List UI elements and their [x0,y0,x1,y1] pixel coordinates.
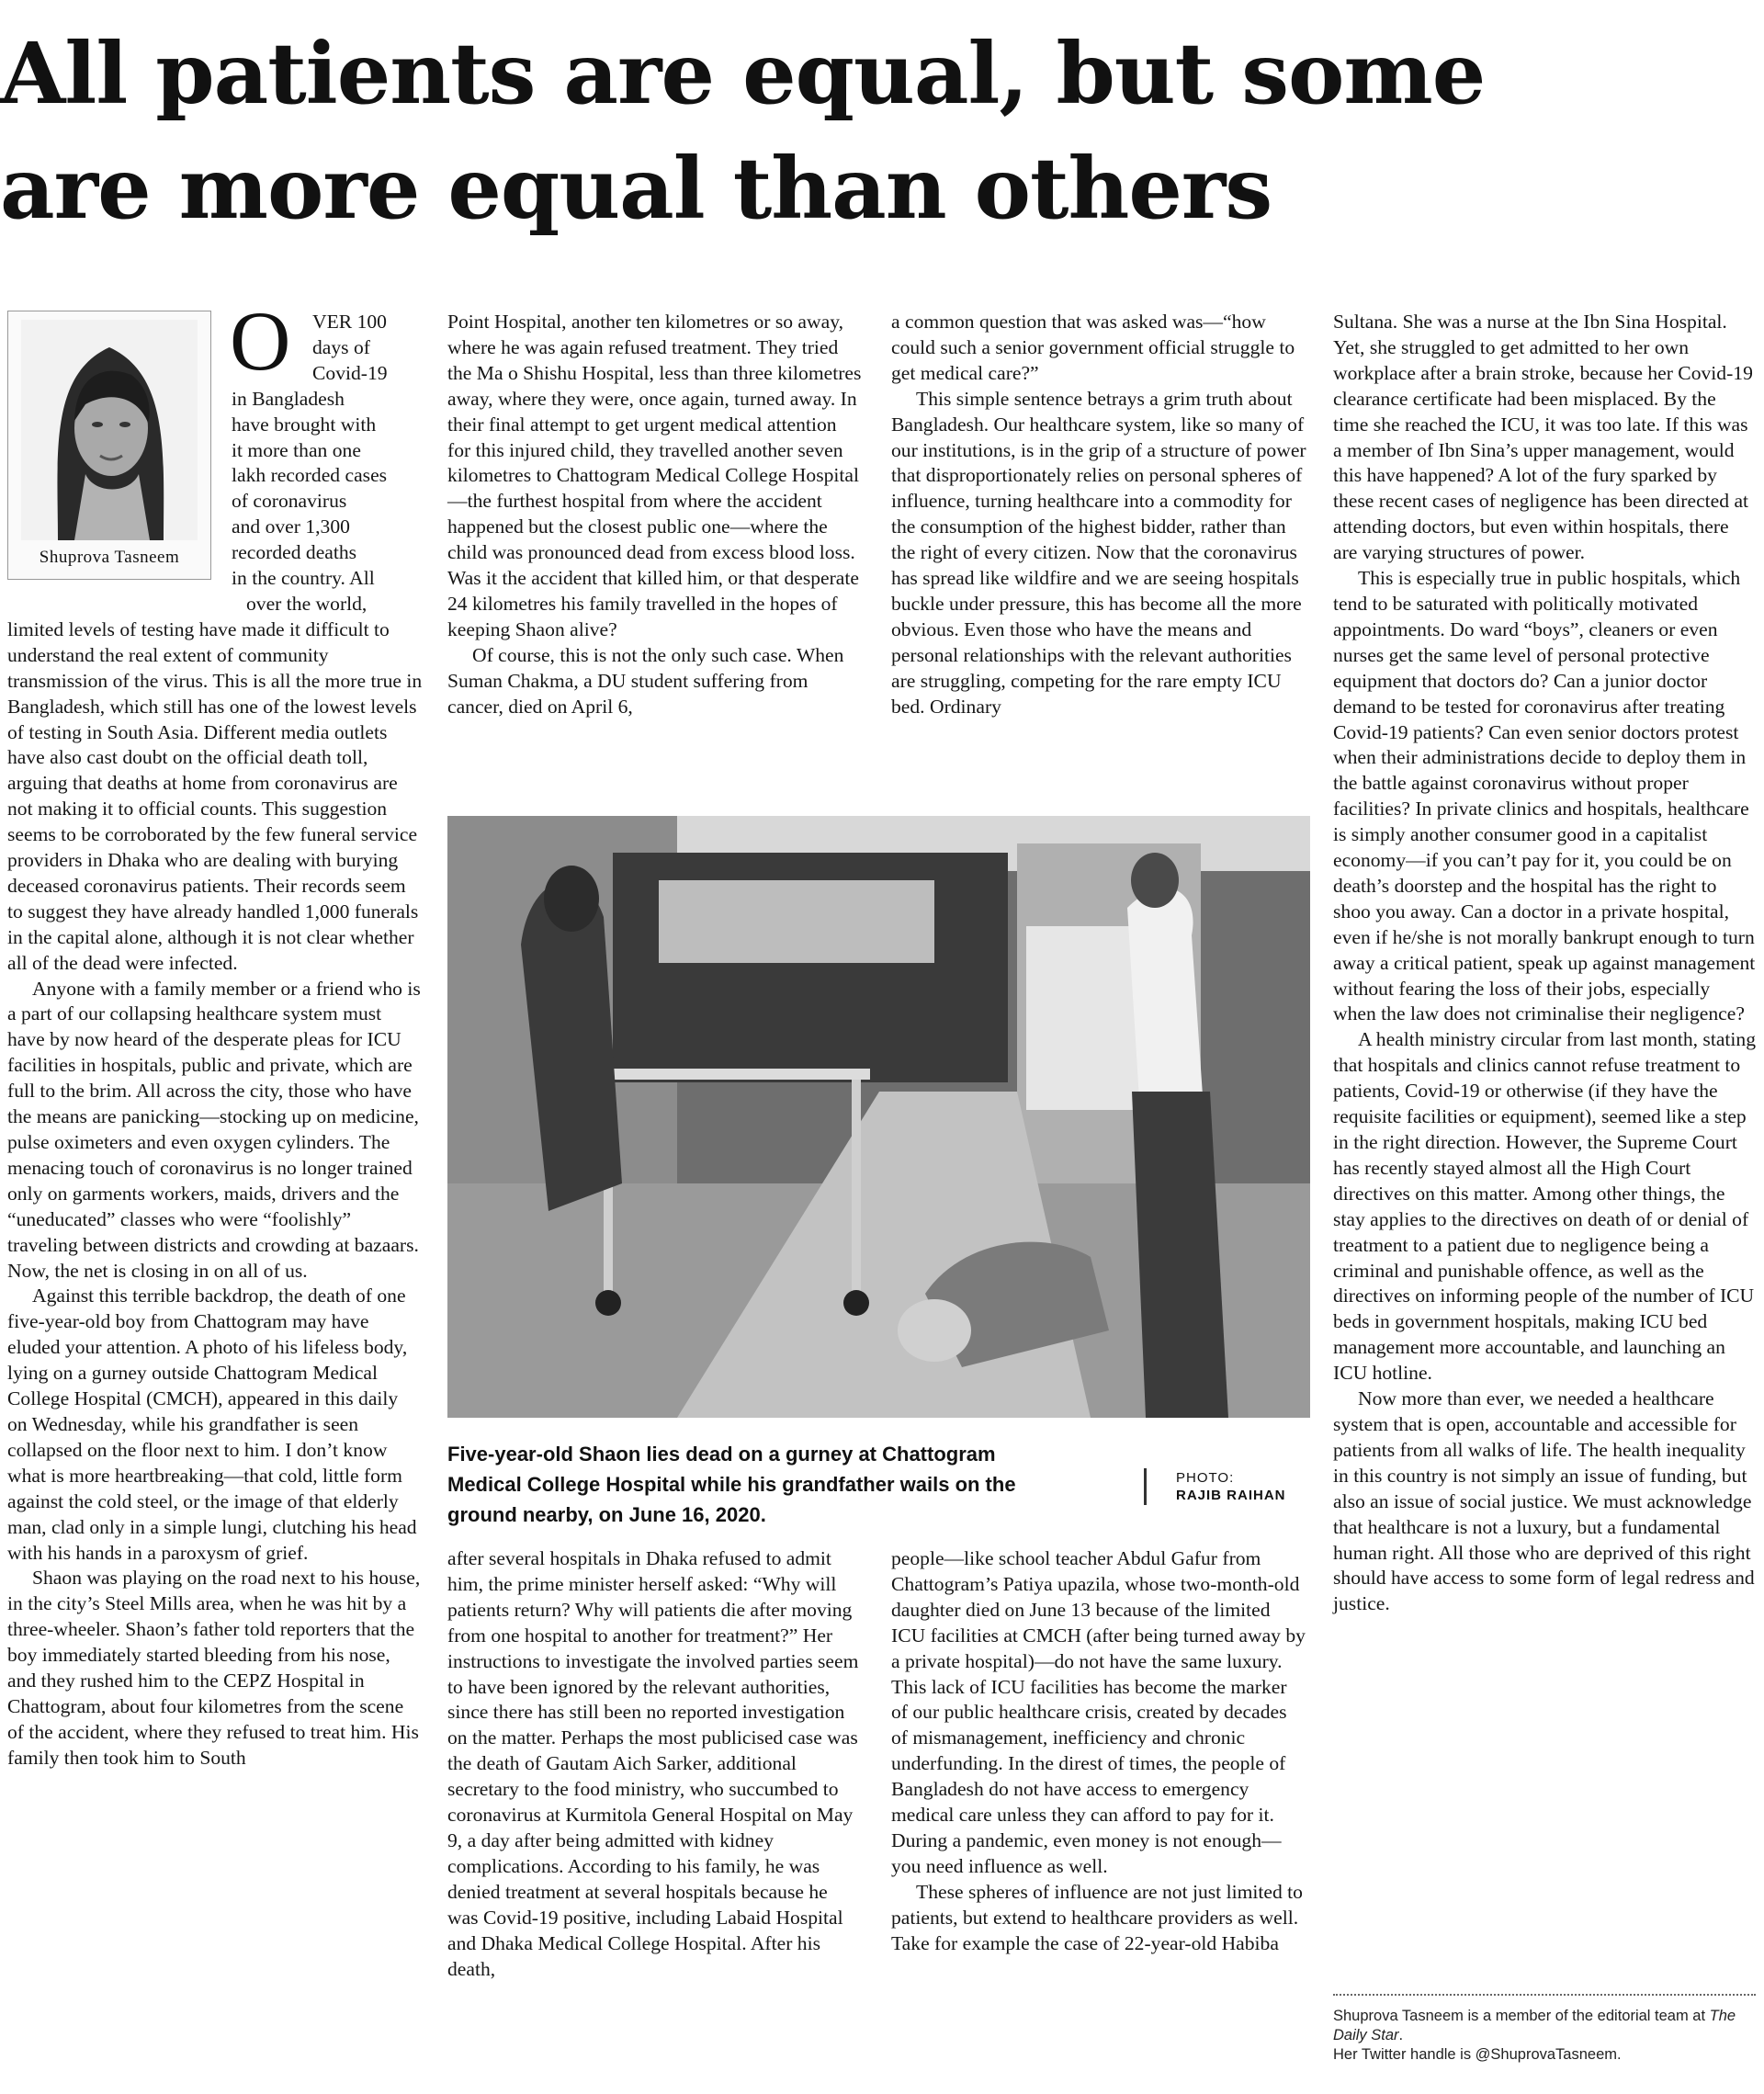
intro-line: and over 1,300 [232,515,350,538]
drop-cap: O [230,294,291,388]
paragraph: Shaon was playing on the road next to his house, in the city’s Steel Mills area, when he was hit by a three-wheeler. Shaon’s father told reporters that the boy immediately started bleeding from his nose, and they rushed him to the CEPZ Hospital in Chattogram, about four kilometres from the scene of the accident, where they refused to treat him. His family then took him to South [7,1567,421,1769]
photo-caption: Five-year-old Shaon lies dead on a gurney at Chattogram Medical College Hospital while his grandfather wails on the ground nearby, on June 16, 2020. [447,1443,1016,1526]
paragraph: a common question that was asked was—“how could such a senior government official struggle to get medical care?” [891,311,1295,384]
credit-name: RAJIB RAIHAN [1176,1488,1286,1503]
paragraph: people—like school teacher Abdul Gafur from Chattogram’s Patiya upazila, whose two-month-old daughter died on June 13 because of the limited ICU facilities at CMCH (after being turned away by a private hospital)—do not have the same luxury. This lack of ICU facilities has become the marker of our public healthcare crisis, created by decades of mismanagement, inefficiency and chronic underfunding. In the direst of times, the people of Bangladesh do not have access to emergency medical care unless they can afford to pay for it. During a pandemic, even money is not enough—you need influence as well. [891,1547,1306,1877]
column-3-bottom [891,1546,1306,1957]
column-2-top [447,310,863,720]
paragraph: Sultana. She was a nurse at the Ibn Sina Hospital. Yet, she struggled to get admitted to her own workplace after a brain stroke, because her Covid-19 clearance certificate had been misplaced. By the time she reached the ICU, it was too late. If this was a member of Ibn Sina’s upper management, would this have happened? A lot of the fury sparked by these recent cases of negligence has been directed at attending doctors, but even within hospitals, there are varying structures of power. [1333,311,1753,564]
intro-line: over the world, [246,592,368,615]
author-bio [1333,2007,1760,2065]
paragraph: This simple sentence betrays a grim truth about Bangladesh. Our healthcare system, like so many of our institutions, is in the grip of a structure of power that disproportionately relies on personal spheres of influence, turning healthcare into a commodity for the consumption of the highest bidder, rather than the right of every citizen. Now that the coronavirus has spread like wildfire and we are seeing hospitals buckle under pressure, this has become all the more obvious. Even those who have the means and personal relationships with the relevant authorities are struggling, competing for the rare empty ICU bed. Ordinary [891,387,1306,718]
intro-line: days of [312,335,370,358]
paragraph: Now more than ever, we needed a healthcare system that is open, accountable and accessible for patients from all walks of life. The health inequality in this country is not simply an issue of funding, but also an issue of social justice. We must acknowledge that healthcare is not a luxury, but a fundamental human right. All those who are deprived of this right should have access to some form of legal redress and justice. [1333,1387,1755,1615]
paragraph: This is especially true in public hospitals, which tend to be saturated with politically motivated appointments. Do ward “boys”, cleaners or even nurses get the same level of personal protective equipment that doctors do? Can a junior doctor demand to be tested for coronavirus after treating Covid-19 patients? Can even senior doctors protest when their administrations decide to deploy them in the battle against coronavirus without proper facilities? In private clinics and hospitals, healthcare is simply another consumer good in a capitalist economy—if you can’t pay for it, you could be on death’s doorstep and the hospital has the right to shoo you away. Can a doctor in a private hospital, even if he/she is not morally bankrupt enough to turn away a critical patient, speak up against management without fearing the loss of their jobs, especially when the law does not criminalise their negligence? [1333,567,1756,1025]
wrapped-intro [232,310,423,617]
column-1 [7,310,423,1771]
bio-text: Shuprova Tasneem is a member of the editorial team at [1333,2008,1710,2024]
column-3-top [891,310,1306,720]
intro-line: recorded deaths [232,541,357,564]
paragraph: limited levels of testing have made it difficult to understand the real extent of community transmission of the virus. This is all the more true in Bangladesh, which still has one of the lowest levels of testing in South Asia. Different media outlets have also cast doubt on the official death toll, arguing that deaths at home from coronavirus are not making it to official counts. This suggestion seems to be corroborated by the few funeral service providers in Dhaka who are dealing with burying deceased coronavirus patients. Their records seem to suggest they have already handled 1,000 funerals in the capital alone, although it is not clear whether all of the dead were infected. [7,617,423,974]
headline-line-2: are more equal than others [0,139,1272,238]
bio-twitter: Her Twitter handle is @ShuprovaTasneem. [1333,2046,1622,2063]
paragraph: Point Hospital, another ten kilometres or so away, where he was again refused treatment. They tried the Ma o Shishu Hospital, less than three kilometres away, where they were, once again, turned away. In their final attempt to get urgent medical attention for this injured child, they travelled another seven kilometres to Chattogram Medical College Hospital—the furthest hospital from where the accident happened but the closest public one—where the child was pronounced dead from excess blood loss. Was it the accident that killed him, or that desperate 24 kilometres his family travelled in the hopes of keeping Shaon alive? [447,311,862,640]
intro-line: Covid-19 [312,361,388,384]
bio-punct: . [1398,2027,1404,2043]
publication-name: The Daily Star [1333,2008,1736,2043]
credit-divider [1144,1468,1147,1505]
intro-line: VER 100 [312,311,387,333]
intro-line: lakh recorded cases [232,464,388,487]
headline [0,17,1764,246]
hospital-scene-image [447,816,1310,1418]
headline-line-1: All patients are equal, but some [0,24,1486,123]
paragraph: Anyone with a family member or a friend who is a part of our collapsing healthcare system must have by now heard of the desperate pleas for ICU facilities in hospitals, public and private, which are full to the brim. All across the city, those who have the means are panicking—stocking up on medicine, pulse oximeters and even oxygen cylinders. The menacing touch of coronavirus is no longer trained only on garments workers, maids, drivers and the “uneducated” classes who were “foolishly” traveling between districts and crowding at bazaars. Now, the net is closing in on all of us. [7,977,421,1282]
intro-line: of coronavirus [232,490,347,513]
intro-line: have brought with [232,413,377,436]
photo-credit [1176,1469,1286,1504]
paragraph: Of course, this is not the only such case. When Suman Chakma, a DU student suffering from cancer, died on April 6, [447,643,844,718]
paragraph: A health ministry circular from last month, stating that hospitals and clinics cannot refuse treatment to patients, Covid-19 or otherwise (if they have the requisite facilities or equipment), seemed like a step in the right direction. However, the Supreme Court has recently stayed almost all the High Court directives on this matter. Among other things, the stay applies to the directives on death of or denial of treatment to a patient due to negligence being a criminal and punishable offence, as well as the directives on informing people of the number of ICU beds in government hospitals, making ICU bed management more accountable, and launching an ICU hotline. [1333,1028,1756,1385]
intro-line: it more than one [232,438,361,461]
credit-label: PHOTO: [1176,1470,1235,1486]
paragraph: after several hospitals in Dhaka refused to admit him, the prime minister herself asked: “Why will patients return? Why will patients die after moving from one hospital to another for treatment?” Her instructions to investigate the involved parties seem to have been ignored by the relevant authorities, since there has still been no reported investigation on the matter. Perhaps the most publicised case was the death of Gautam Aich Sarker, additional secretary to the food ministry, who succumbed to coronavirus at Kurmitola General Hospital on May 9, a day after being admitted with kidney complications. According to his family, he was denied treatment at several hospitals because he was Covid-19 positive, including Labaid Hospital and Dhaka Medical College Hospital. After his death, [447,1547,859,1980]
news-photo [447,816,1310,1418]
bio-divider [1333,1994,1756,1996]
author-byline: Shuprova Tasneem [39,548,180,567]
intro-line: in Bangladesh [232,387,345,410]
paragraph: These spheres of influence are not just limited to patients, but extend to healthcare providers as well. Take for example the case of 22-year-old Habiba [891,1880,1303,1954]
paragraph: Against this terrible backdrop, the death of one five-year-old boy from Chattogram may have eluded your attention. A photo of his lifeless body, lying on a gurney outside Chattogram Medical College Hospital (CMCH), appeared in this daily on Wednesday, while his grandfather is seen collapsed on the floor next to him. I don’t know what is more heartbreaking—that cold, little form against the cold steel, or the image of that elderly man, clad only in a simple lungi, clutching his head with his hands in a paroxysm of grief. [7,1285,417,1564]
column-4 [1333,310,1756,1617]
column-2-bottom [447,1546,863,1982]
intro-line: in the country. All [232,567,375,590]
